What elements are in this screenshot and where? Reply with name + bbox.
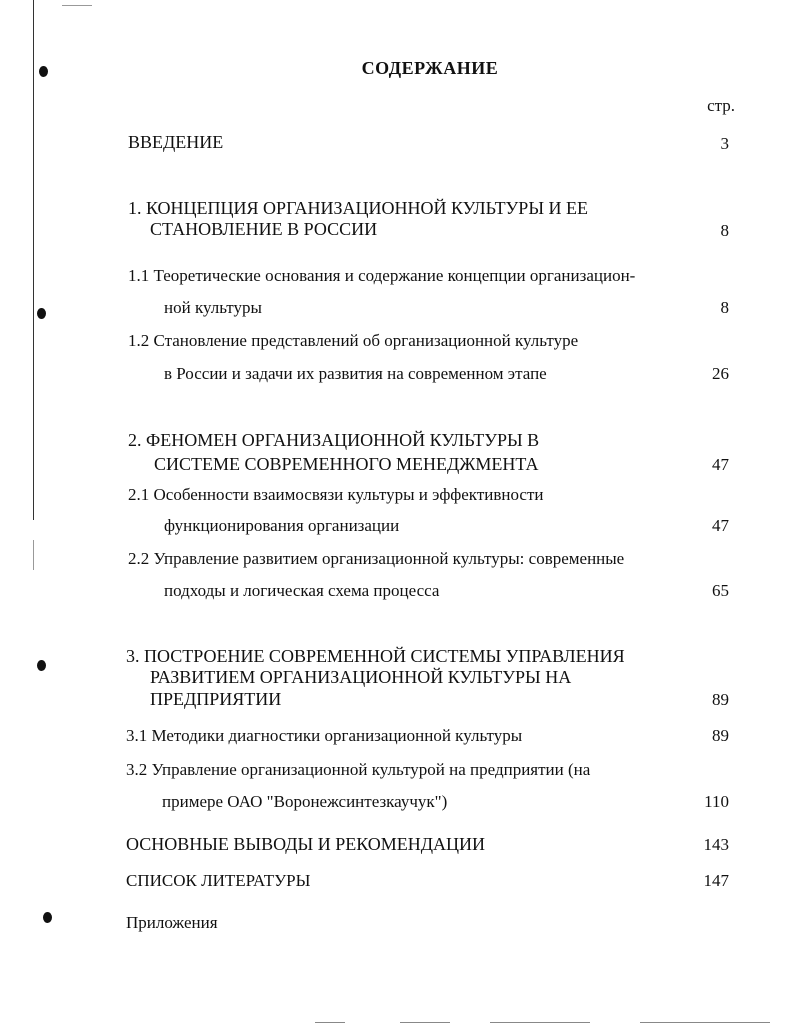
toc-entry-conclusions: ОСНОВНЫЕ ВЫВОДЫ И РЕКОМЕНДАЦИИ	[126, 834, 486, 854]
toc-chapter-3-line2: РАЗВИТИЕМ ОРГАНИЗАЦИОННОЙ КУЛЬТУРЫ НА	[150, 667, 572, 687]
toc-entry-appendices: Приложения	[126, 913, 218, 932]
toc-page-section-2-1: 47	[712, 516, 729, 535]
toc-page-section-2-2: 65	[712, 581, 729, 600]
toc-page-section-1-1: 8	[720, 298, 729, 317]
toc-page-references: 147	[703, 871, 729, 890]
toc-page-chapter-2: 47	[712, 455, 729, 474]
binding-margin-line-fragment	[33, 540, 34, 570]
toc-section-2-1-line1: 2.1 Особенности взаимосвязи культуры и эффективности	[128, 485, 544, 504]
scan-mark-top	[62, 5, 92, 6]
punch-hole-mark	[43, 912, 52, 923]
toc-chapter-2-line2: СИСТЕМЕ СОВРЕМЕННОГО МЕНЕДЖМЕНТА	[154, 454, 539, 474]
toc-chapter-1-line1: 1. КОНЦЕПЦИЯ ОРГАНИЗАЦИОННОЙ КУЛЬТУРЫ И ЕЕ	[128, 198, 589, 218]
scan-mark-bottom	[640, 1022, 770, 1023]
toc-section-2-2-line1: 2.2 Управление развитием организационной культуры: современные	[128, 549, 625, 568]
page-column-label: стр.	[707, 96, 735, 115]
toc-page-chapter-3: 89	[712, 690, 729, 709]
punch-hole-mark	[37, 660, 46, 671]
toc-section-1-2-line2: в России и задачи их развития на современном этапе	[164, 364, 547, 383]
toc-page-section-1-2: 26	[712, 364, 729, 383]
toc-section-1-1-line1: 1.1 Теоретические основания и содержание концепции организацион-	[128, 266, 636, 285]
toc-page-intro: 3	[720, 134, 729, 153]
page-title: СОДЕРЖАНИЕ	[361, 58, 499, 78]
toc-section-1-2-line1: 1.2 Становление представлений об организационной культуре	[128, 331, 579, 350]
toc-page-chapter-1: 8	[720, 221, 729, 240]
toc-section-3-2-line1: 3.2 Управление организационной культурой на предприятии (на	[126, 760, 591, 779]
toc-entry-intro: ВВЕДЕНИЕ	[128, 132, 224, 152]
punch-hole-mark	[37, 308, 46, 319]
toc-section-3-1: 3.1 Методики диагностики организационной культуры	[126, 726, 523, 745]
toc-section-2-1-line2: функционирования организации	[164, 516, 400, 535]
toc-page-section-3-1: 89	[712, 726, 729, 745]
toc-section-3-2-line2: примере ОАО "Воронежсинтезкаучук")	[162, 792, 448, 811]
toc-page-section-3-2: 110	[704, 792, 729, 811]
toc-section-2-2-line2: подходы и логическая схема процесса	[164, 581, 440, 600]
toc-entry-references: СПИСОК ЛИТЕРАТУРЫ	[126, 871, 311, 890]
scan-mark-bottom	[315, 1022, 345, 1023]
toc-chapter-1-line2: СТАНОВЛЕНИЕ В РОССИИ	[150, 219, 378, 239]
scan-mark-bottom	[400, 1022, 450, 1023]
toc-chapter-3-line1: 3. ПОСТРОЕНИЕ СОВРЕМЕННОЙ СИСТЕМЫ УПРАВЛЕНИЯ	[126, 646, 625, 666]
toc-section-1-1-line2: ной культуры	[164, 298, 262, 317]
toc-chapter-2-line1: 2. ФЕНОМЕН ОРГАНИЗАЦИОННОЙ КУЛЬТУРЫ В	[128, 430, 540, 450]
toc-chapter-3-line3: ПРЕДПРИЯТИИ	[150, 689, 282, 709]
scan-mark-bottom	[490, 1022, 590, 1023]
toc-page-conclusions: 143	[703, 835, 729, 854]
